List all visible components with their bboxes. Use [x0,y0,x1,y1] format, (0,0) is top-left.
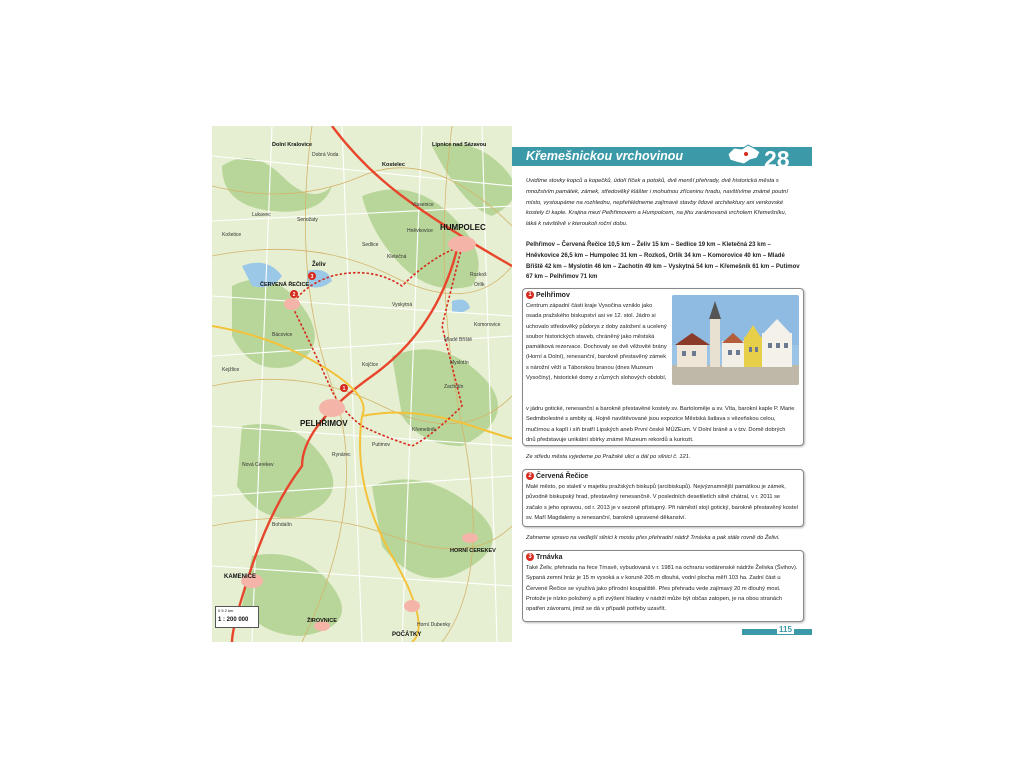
text-page [512,126,812,642]
svg-text:3: 3 [310,274,314,280]
map-label: Bácovice [272,332,293,338]
map-label: Nová Cerekev [242,462,274,468]
map-label: Kojčice [362,362,379,368]
poi-title [526,291,570,299]
map-label: Kletečná [387,254,407,260]
poi-text: Také Želiv, přehrada na řece Trnavě, vybudovaná v r. 1981 na ochranu vodárenské nádrže Želivka (Švihov). Sypaná zemní hráz je 15 m vysoká a v koruně 205 m dlouhá, vodní plocha měří 103 ha. Zadní část u Červené Řečice se využívá jako přírodní koupaliště. Přes přehradu vede zajímavý 20 m dlouhý most. Protože je nízko položený a při zvýšení hladiny v nádrži může být občas zatopen, je na obou stranách opatřen závorami, jimiž se dá v případě potřeby uzavřít. [526,565,798,613]
poi-title [526,553,562,561]
map-town-lipnice: Lipnice nad Sázavou [432,142,487,148]
svg-text:1: 1 [342,386,346,392]
map-town-zirovnice: ŽIROVNICE [307,618,337,624]
map-town-horni-cerekev: HORNÍ CEREKEV [450,548,496,554]
poi-number-badge: 3 [526,553,534,561]
poi-text: Centrum západní části kraje Vysočina vzniklo jako osada pražského biskupství asi ve 12. stol. Jádro si uchovalo středověký půdorys z doby založení a ucelený soubor historických staveb, chráněný jako městská památková rezervace. Dochovaly se dvě věžovité brány (Horní a Dolní), renesanční, barokně přestavěný zámek s nárožní věží a Táborskou branou (dnes Muzeum Vysočiny), historické domy z různých slohových období, [526,303,667,382]
map-town-pelhrimov: PELHŘIMOV [300,419,348,428]
trip-number: 28 [764,146,790,172]
poi-text-continued: v jádru gotické, renesanční a barokně přestavěné kostely sv. Bartoloměje a sv. Víta, barokní kaple P. Marie Sedmibolestné s ambity aj. Hojně navštěvované jsou expozice Městská šatlava s vězeňskou celou, mučírnou a kaplí i síň bratří Lipských aneb První české MÚZEum. V Dolní bráně a v tzv. Domě dobrých dnů představuje unikátní sbírky známé Muzeum rekordů a kuriozit. [526,406,795,443]
map-label: Vlasenice [412,202,434,208]
poi-box-cervena-recice [522,469,804,527]
poi-title-text: Trnávka [536,553,563,561]
map-label: Orlík [474,282,485,288]
czech-map-icon [724,140,764,172]
directions-note-2: Zahneme vpravo na vedlejší silnici k mostu přes přehradní nádrž Trnávka a pak stále rovně do Želivi. [526,535,780,541]
map-label: Mladé Bříště [444,337,473,343]
map-town-zeliv: Želiv [312,262,326,268]
map-label: Lukavec [252,212,271,218]
map-scale [215,606,259,628]
map-label: Horní Dubenky [417,622,451,628]
map-label: Zachotín [444,384,464,390]
map-label: Sedlice [362,242,379,248]
map-label: Dobrá Voda [312,152,339,158]
poi-box-pelhrimov [522,288,804,446]
map-label: Hněvkovice [407,228,433,234]
map-label: Myslotín [450,360,469,366]
route-map [212,126,512,642]
poi-title-text: Červená Řečice [536,472,589,480]
map-graphic [212,126,512,642]
map-town-kostelec: Kostelec [382,162,405,168]
pelhrimov-square-photo [672,295,799,385]
map-label: Vyskytná [392,302,413,308]
map-town-cervena-recice: ČERVENÁ ŘEČICE [260,282,310,288]
map-label: Košetice [222,232,242,238]
poi-text: Malé město, po staletí v majetku pražských biskupů (arcibiskupů). Nejvýznamnější památkou je zámek, původně biskupský hrad, přestavěný renesančně. V posledních desetiletích silně chátral, v r. 2011 se začalo s jeho opravou, od r. 2013 je v sezoně přístupný. Při náměstí stojí gotický, barokně přestavěný kostel sv. Maří Magdaleny a renesanční, barokně upravené děkanství. [526,484,798,521]
map-town-humpolec: HUMPOLEC [440,223,486,232]
trip-title: Křemešnickou vrchovinou [526,149,683,163]
intro-text: Uvidíme stovky kopců a kopečků, údolí říček a potoků, dvě menší přehrady, dvě historická města s množstvím památek, zámek, středověký klášter i mohutnou zříceninu hradu, navštívíme známé poutní místo, vystoupáme na rozhlednu, nepřehlédneme zajímavé stavby lidové architektury ani venkovské kostely či kaple. Krajina mezi Pelhřimovem a Humpolcem, na jihu zarámovaná vrcholem Křemešníku, láká k návštěvě v kteroukoli roční dobu. [526,178,788,228]
map-town-kamenice: KAMENICE [224,574,257,580]
title-bar [512,146,812,172]
map-label: Rynárec [332,452,351,458]
map-label: Křemešník [412,427,436,433]
map-scale-km: 0 5 2 km [218,608,234,613]
map-label: Kejžlice [222,367,240,373]
map-label: Putimov [372,442,391,448]
map-town-pocatky: POČÁTKY [392,632,422,638]
route-distances: Pelhřimov – Červená Řečice 10,5 km – Želiv 15 km – Sedlice 19 km – Kletečná 23 km – Hněvkovice 26,5 km – Humpolec 31 km – Rozkoš, Orlík 34 km – Komorovice 40 km – Mladé Bříště 42 km – Myslotín 46 km – Zachotín 49 km – Vyskytná 54 km – Křemešník 61 km – Putimov 67 km – Pelhřimov 71 km [526,242,800,281]
svg-text:2: 2 [292,292,296,298]
map-label: Komorovice [474,322,501,328]
page-number: 115 [779,625,792,634]
poi-number-badge: 1 [526,291,534,299]
poi-box-trnavka [522,550,804,622]
map-scale-ratio: 1 : 200 000 [218,617,249,623]
map-label: Senožaty [297,217,318,223]
map-label: Bohdalín [272,522,292,528]
poi-title [526,472,588,480]
map-label: Rozkoš [470,272,487,278]
map-town-dolni-kralovice: Dolní Kralovice [272,142,313,148]
poi-number-badge: 2 [526,472,534,480]
directions-note-1: Ze středu města vyjedeme po Pražské ulici a dál po silnici č. 121. [526,454,691,460]
poi-title-text: Pelhřimov [536,291,570,299]
